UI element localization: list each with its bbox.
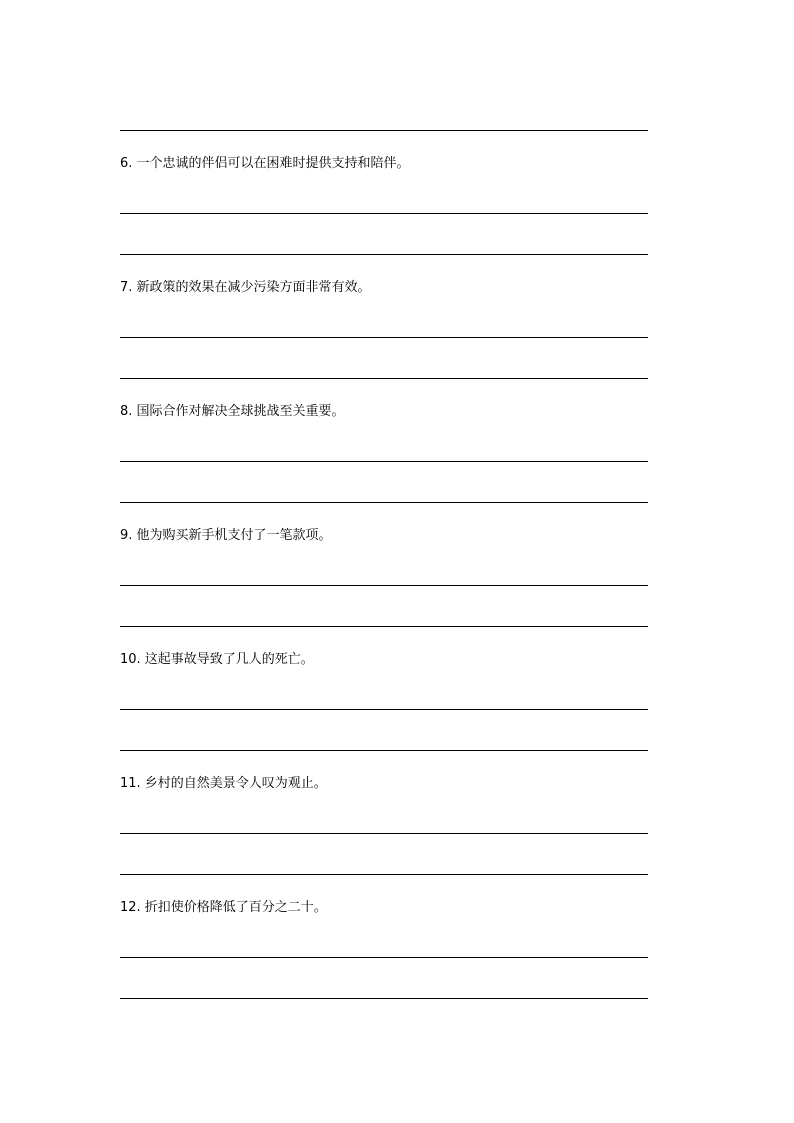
answer-line [120,337,648,338]
answer-line [120,626,648,627]
answer-line [120,130,648,131]
answer-line [120,833,648,834]
sentence-item-7: 7. 新政策的效果在减少污染方面非常有效。 [120,280,371,295]
sentence-item-8: 8. 国际合作对解决全球挑战至关重要。 [120,404,345,419]
answer-line [120,213,648,214]
sentence-item-12: 12. 折扣使价格降低了百分之二十。 [120,900,327,915]
answer-line [120,750,648,751]
answer-line [120,998,648,999]
answer-line [120,874,648,875]
answer-line [120,585,648,586]
sentence-item-11: 11. 乡村的自然美景令人叹为观止。 [120,776,327,791]
sentence-item-10: 10. 这起事故导致了几人的死亡。 [120,652,314,667]
sentence-item-6: 6. 一个忠诚的伴侣可以在困难时提供支持和陪伴。 [120,156,410,171]
answer-line [120,502,648,503]
answer-line [120,709,648,710]
answer-line [120,957,648,958]
answer-line [120,254,648,255]
answer-line [120,461,648,462]
answer-line [120,378,648,379]
sentence-item-9: 9. 他为购买新手机支付了一笔款项。 [120,528,332,543]
